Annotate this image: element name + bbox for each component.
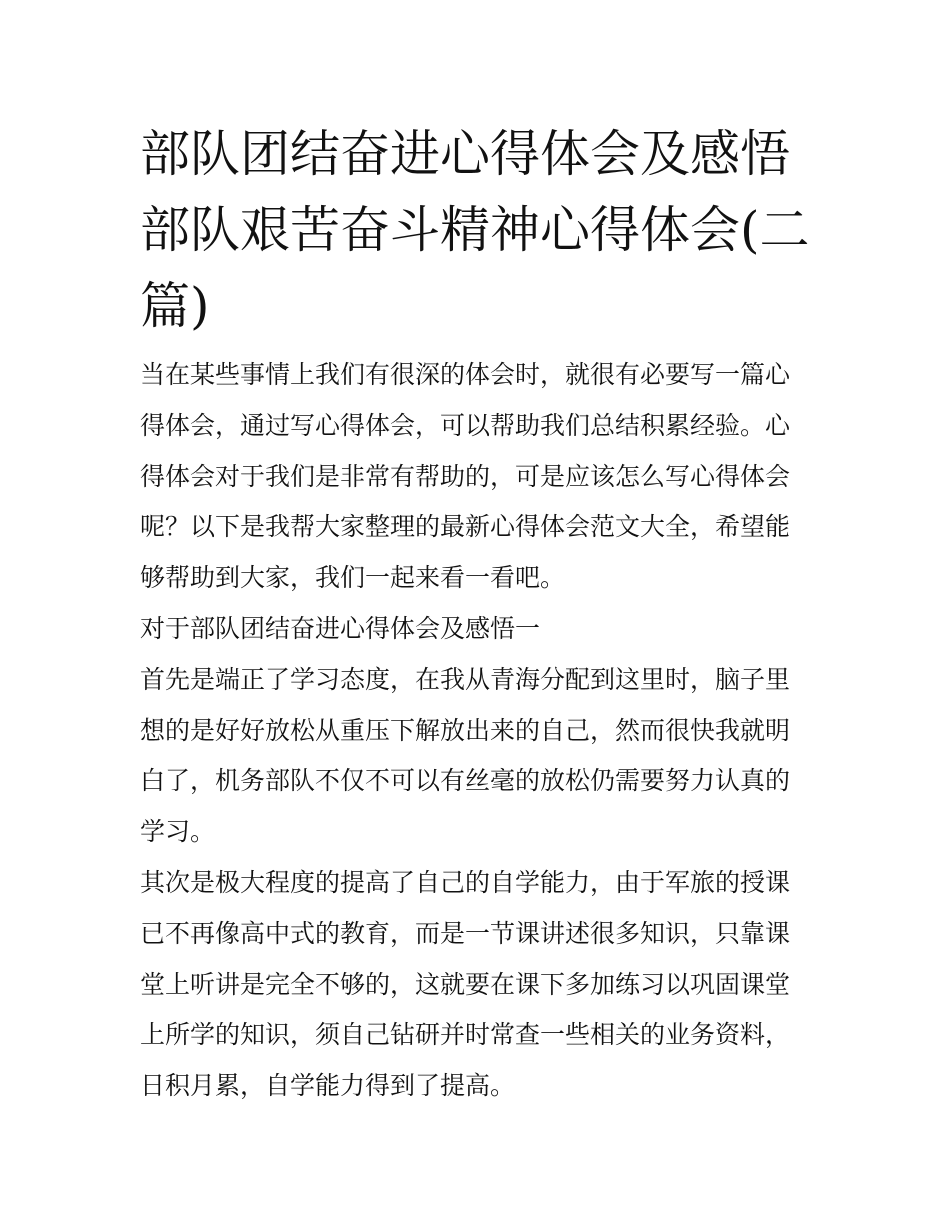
document-content (140, 116, 812, 1112)
document-title: 部队团结奋进心得体会及感悟部队艰苦奋斗精神心得体会(二篇) (140, 125, 810, 335)
intro-paragraph: 当在某些事情上我们有很深的体会时，就很有必要写一篇心得体会，通过写心得体会，可以帮助我们总结积累经验。心得体会对于我们是非常有帮助的，可是应该怎么写心得体会呢？以下是我帮大家整理的最新心得体会范文大全，希望能够帮助到大家，我们一起来看一看吧。 (140, 360, 791, 593)
body-paragraph-1: 首先是端正了学习态度，在我从青海分配到这里时，脑子里想的是好好放松从重压下解放出来的自己，然而很快我就明白了，机务部队不仅不可以有丝毫的放松仍需要努力认真的学习。 (140, 664, 791, 847)
body-paragraph-2: 其次是极大程度的提高了自己的自学能力，由于军旅的授课已不再像高中式的教育，而是一节课讲述很多知识，只靠课堂上听讲是完全不够的，这就要在课下多加练习以巩固课堂上所学的知识，须自己钻研并时常查一些相关的业务资料，日积月累，自学能力得到了提高。 (140, 867, 791, 1101)
section-heading: 对于部队团结奋进心得体会及感悟一 (140, 613, 541, 643)
document-body (140, 350, 812, 1112)
